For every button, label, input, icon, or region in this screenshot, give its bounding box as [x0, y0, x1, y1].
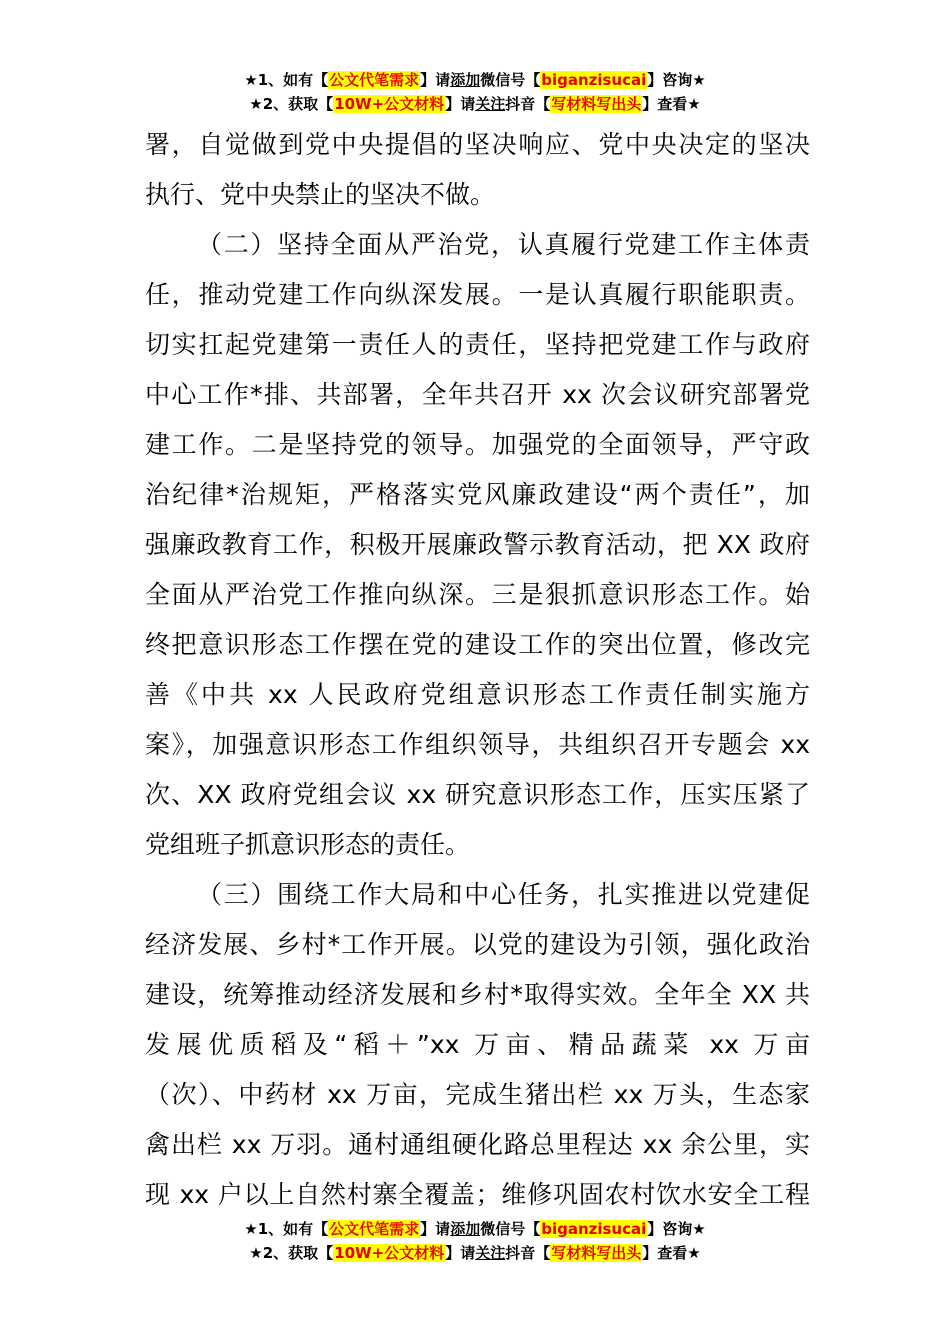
banner-text: 微信号【 [480, 1220, 541, 1238]
banner-line-1 [0, 1217, 950, 1241]
text-line: 党组班子抓意识形态的责任。 [145, 830, 471, 859]
text-line: 执行、党中央禁止的坚决不做。 [145, 180, 496, 209]
banner-text: 】查看★ [642, 95, 701, 113]
text-line: 发展优质稻及“稻＋”xx 万亩、精品蔬菜 xx 万亩 [145, 1030, 810, 1059]
text-line: 经济发展、乡村*工作开展。以党的建设为引领，强化政治 [145, 930, 810, 959]
banner-line-2 [0, 1241, 950, 1265]
text-line: 次、XX 政府党组会议 xx 研究意识形态工作，压实压紧了 [145, 780, 810, 809]
highlight-wechat-id: biganzisucai [541, 71, 647, 89]
text-line: 案》，加强意识形态工作组织领导，共组织召开专题会 xx [145, 730, 810, 759]
text-line: 建设，统筹推动经济发展和乡村*取得实效。全年全 XX 共 [145, 980, 810, 1009]
banner-line-1 [0, 68, 950, 92]
highlight-wechat-id: biganzisucai [541, 1220, 647, 1238]
underlined-follow: 关注 [475, 95, 506, 113]
banner-text: 抖音【 [505, 1244, 551, 1262]
banner-text: ★1、如有【 [244, 71, 329, 89]
banner-text: 】查看★ [642, 1244, 701, 1262]
banner-text: 微信号【 [480, 71, 541, 89]
text-line: 建工作。二是坚持党的领导。加强党的全面领导，严守政 [145, 430, 810, 459]
banner-text: ★1、如有【 [244, 1220, 329, 1238]
text-line: 全面从严治党工作推向纵深。三是狠抓意识形态工作。始 [145, 580, 810, 609]
banner-line-2 [0, 92, 950, 116]
banner-text: 】请 [420, 71, 451, 89]
highlight-douyin-account: 写材料写出头 [551, 1244, 642, 1262]
banner-text: 】咨询★ [647, 1220, 706, 1238]
banner-text: 】请 [445, 1244, 476, 1262]
banner-text: 】请 [420, 1220, 451, 1238]
text-line: 现 xx 户以上自然村寨全覆盖；维修巩固农村饮水安全工程 [145, 1180, 810, 1209]
underlined-follow: 关注 [475, 1244, 506, 1262]
text-line: 治纪律*治规矩，严格落实党风廉政建设“两个责任”，加 [145, 480, 810, 509]
highlight-ghostwriting: 公文代笔需求 [329, 1220, 420, 1238]
footer-banner [0, 1217, 950, 1265]
header-banner [0, 68, 950, 116]
banner-text: ★2、获取【 [249, 1244, 334, 1262]
text-line: 署，自觉做到党中央提倡的坚决响应、党中央决定的坚决 [145, 130, 810, 159]
highlight-materials: 10W+公文材料 [334, 1244, 445, 1262]
section-heading-line: （三）围绕工作大局和中心任务，扎实推进以党建促 [197, 880, 810, 909]
text-line: 终把意识形态工作摆在党的建设工作的突出位置，修改完 [145, 630, 810, 659]
highlight-materials: 10W+公文材料 [334, 95, 445, 113]
text-line: （次）、中药材 xx 万亩，完成生猪出栏 xx 万头，生态家 [145, 1080, 810, 1109]
banner-text: 】请 [445, 95, 476, 113]
text-line: 任，推动党建工作向纵深发展。一是认真履行职能职责。 [145, 280, 810, 309]
document-body [145, 120, 810, 1220]
text-line: 善《中共 xx 人民政府党组意识形态工作责任制实施方 [145, 680, 810, 709]
banner-text: ★2、获取【 [249, 95, 334, 113]
section-heading-line: （二）坚持全面从严治党，认真履行党建工作主体责 [197, 230, 810, 259]
banner-text: 】咨询★ [647, 71, 706, 89]
text-line: 强廉政教育工作，积极开展廉政警示教育活动，把 XX 政府 [145, 530, 810, 559]
text-line: 中心工作*排、共部署，全年共召开 xx 次会议研究部署党 [145, 380, 810, 409]
highlight-ghostwriting: 公文代笔需求 [329, 71, 420, 89]
banner-text: 抖音【 [505, 95, 551, 113]
text-line: 切实扛起党建第一责任人的责任，坚持把党建工作与政府 [145, 330, 810, 359]
underlined-add: 添加 [450, 71, 481, 89]
text-line: 禽出栏 xx 万羽。通村通组硬化路总里程达 xx 余公里，实 [145, 1130, 810, 1159]
underlined-add: 添加 [450, 1220, 481, 1238]
highlight-douyin-account: 写材料写出头 [551, 95, 642, 113]
